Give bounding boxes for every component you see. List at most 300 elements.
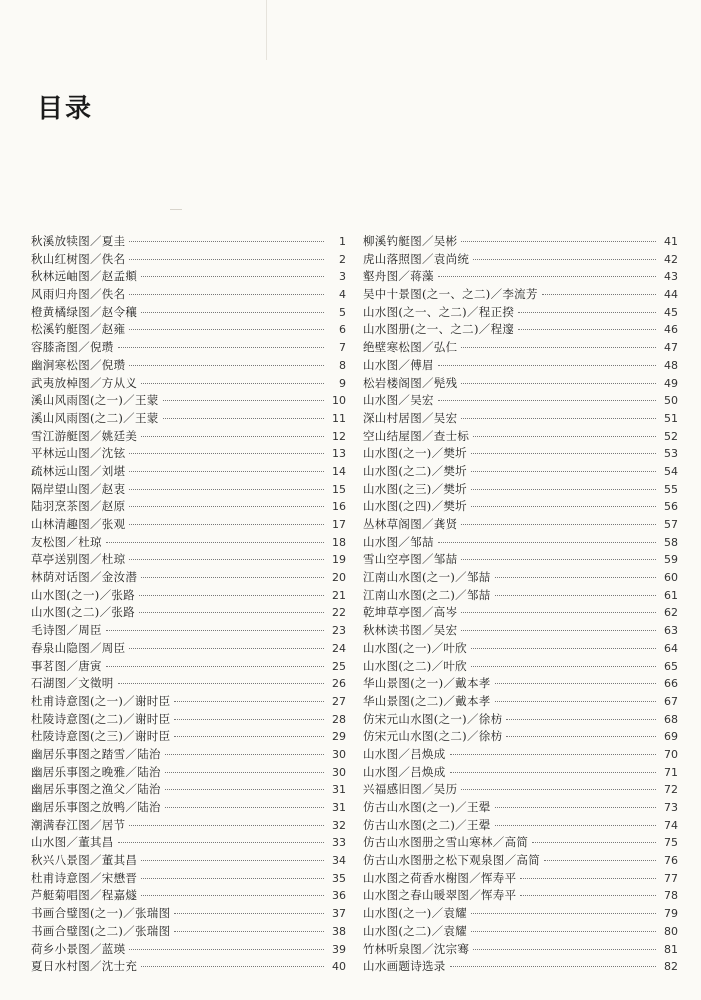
toc-entry-page-number: 75 — [664, 836, 678, 850]
toc-entry-page-number: 6 — [339, 323, 346, 337]
toc-dot-leader — [461, 418, 656, 419]
toc-entry[interactable] — [31, 675, 346, 693]
toc-entry-title: 容膝斋图／倪瓒 — [31, 340, 114, 355]
toc-entry-page-number: 53 — [664, 447, 678, 461]
toc-dot-leader — [461, 524, 656, 525]
toc-entry-title: 虎山落照图／袁尚统 — [363, 251, 470, 266]
toc-dot-leader — [129, 241, 324, 242]
toc-entry[interactable] — [31, 251, 346, 269]
toc-entry-title: 疏林远山图／刘堪 — [31, 463, 126, 478]
toc-entry-page-number: 52 — [664, 429, 678, 443]
toc-entry-page-number: 38 — [332, 924, 346, 938]
toc-entry-title: 华山景图(之一)／戴本孝 — [363, 676, 491, 691]
toc-entry-page-number: 41 — [664, 235, 678, 248]
toc-entry-page-number: 42 — [664, 252, 678, 266]
toc-dot-leader — [461, 612, 656, 613]
toc-dot-leader — [129, 506, 324, 507]
toc-entry[interactable] — [31, 728, 346, 746]
toc-entry[interactable] — [363, 304, 678, 322]
toc-entry-page-number: 67 — [664, 694, 678, 708]
toc-entry[interactable] — [31, 392, 346, 410]
toc-entry-page-number: 70 — [664, 747, 678, 761]
toc-dot-leader — [495, 825, 656, 826]
toc-entry[interactable] — [363, 321, 678, 339]
toc-entry-page-number: 65 — [664, 659, 678, 673]
toc-entry-page-number: 11 — [332, 411, 346, 425]
toc-entry[interactable] — [363, 445, 678, 463]
toc-entry[interactable] — [363, 905, 678, 923]
toc-entry-title: 山水图／邹喆 — [363, 534, 434, 549]
toc-entry-page-number: 4 — [339, 288, 346, 302]
toc-entry[interactable] — [31, 905, 346, 923]
toc-column-left — [31, 233, 346, 976]
toc-entry-title: 秋林读书图／吴宏 — [363, 623, 458, 638]
toc-entry[interactable] — [363, 781, 678, 799]
toc-entry[interactable] — [363, 357, 678, 375]
toc-entry-title: 山水图之荷香水榭图／恽寿平 — [363, 870, 517, 885]
toc-entry-title: 松岩楼阁图／髡残 — [363, 375, 458, 390]
toc-entry-title: 事茗图／唐寅 — [31, 658, 102, 673]
toc-dot-leader — [471, 489, 656, 490]
toc-dot-leader — [495, 577, 656, 578]
toc-entry[interactable] — [31, 481, 346, 499]
toc-entry-page-number: 33 — [332, 836, 346, 850]
toc-entry-title: 石湖图／文徵明 — [31, 676, 114, 691]
toc-entry-page-number: 79 — [664, 907, 678, 921]
toc-entry-page-number: 27 — [332, 694, 346, 708]
toc-entry-page-number: 2 — [339, 252, 346, 266]
toc-dot-leader — [495, 701, 656, 702]
toc-dot-leader — [438, 400, 656, 401]
toc-entry-page-number: 12 — [332, 429, 346, 443]
toc-dot-leader — [438, 276, 656, 277]
toc-entry-title: 仿古山水图(之一)／王翚 — [363, 800, 491, 814]
toc-entry-title: 壑舟图／蒋藻 — [363, 269, 434, 284]
toc-entry-page-number: 43 — [664, 270, 678, 284]
toc-dot-leader — [518, 312, 656, 313]
toc-entry-page-number: 28 — [332, 712, 346, 726]
toc-entry[interactable] — [363, 640, 678, 658]
toc-entry-title: 仿宋元山水图(之一)／徐枋 — [363, 711, 503, 726]
toc-entry[interactable] — [31, 923, 346, 941]
toc-dot-leader — [438, 542, 656, 543]
toc-entry[interactable] — [31, 799, 346, 817]
toc-dot-leader — [520, 895, 656, 896]
toc-entry-title: 仿古山水图册之雪山寒林／高简 — [363, 835, 529, 850]
toc-entry-title: 杜陵诗意图(之二)／谢时臣 — [31, 711, 171, 726]
toc-entry-title: 杜陵诗意图(之三)／谢时臣 — [31, 729, 171, 744]
toc-entry-title: 杜甫诗意图(之一)／谢时臣 — [31, 693, 171, 708]
toc-entry[interactable] — [363, 834, 678, 852]
toc-entry-page-number: 16 — [332, 500, 346, 514]
toc-dot-leader — [450, 754, 656, 755]
toc-entry[interactable] — [363, 410, 678, 428]
toc-entry-title: 林荫对话图／金汝潜 — [31, 570, 138, 585]
toc-entry-page-number: 20 — [332, 571, 346, 585]
toc-entry[interactable] — [31, 268, 346, 286]
toc-entry[interactable] — [31, 834, 346, 852]
toc-dot-leader — [106, 666, 324, 667]
toc-entry-title: 芦艇菊唱图／程嘉燧 — [31, 888, 138, 903]
toc-dot-leader — [129, 294, 324, 295]
toc-entry-title: 风雨归舟图／佚名 — [31, 287, 126, 302]
toc-dot-leader — [495, 595, 656, 596]
toc-entry-title: 秋林远岫图／赵孟頫 — [31, 269, 138, 284]
decorative-mark — [170, 209, 182, 210]
toc-entry-title: 山水图(之二)／张路 — [31, 605, 135, 620]
toc-entry-title: 山水图(之一、之二)／程正揆 — [363, 304, 515, 319]
toc-entry-title: 山水图／吴宏 — [363, 393, 434, 408]
toc-entry-page-number: 71 — [664, 765, 678, 779]
toc-entry[interactable] — [31, 321, 346, 339]
toc-entry-page-number: 10 — [332, 394, 346, 408]
toc-dot-leader — [129, 471, 324, 472]
toc-dot-leader — [165, 772, 324, 773]
toc-entry-page-number: 81 — [664, 942, 678, 956]
toc-entry-page-number: 30 — [332, 765, 346, 779]
toc-entry-page-number: 36 — [332, 889, 346, 903]
toc-entry-page-number: 5 — [339, 305, 346, 319]
toc-entry-title: 兴福感旧图／吴历 — [363, 782, 458, 797]
toc-entry-page-number: 29 — [332, 730, 346, 744]
toc-entry-page-number: 15 — [332, 482, 346, 496]
toc-entry-page-number: 59 — [664, 553, 678, 567]
toc-entry-page-number: 26 — [332, 677, 346, 691]
toc-dot-leader — [471, 471, 656, 472]
toc-dot-leader — [141, 577, 324, 578]
toc-entry-title: 山水图／吕焕成 — [363, 764, 446, 779]
toc-entry-page-number: 48 — [664, 358, 678, 372]
toc-dot-leader — [165, 754, 324, 755]
toc-entry[interactable] — [363, 428, 678, 446]
toc-entry[interactable] — [363, 941, 678, 959]
toc-dot-leader — [461, 383, 656, 384]
toc-dot-leader — [165, 789, 324, 790]
toc-entry-title: 山水图(之四)／樊圻 — [363, 499, 467, 514]
toc-entry-page-number: 31 — [332, 783, 346, 797]
toc-dot-leader — [139, 612, 324, 613]
toc-dot-leader — [544, 860, 656, 861]
toc-dot-leader — [450, 966, 656, 967]
toc-entry[interactable] — [363, 746, 678, 764]
toc-entry[interactable] — [31, 658, 346, 676]
toc-entry-title: 仿古山水图(之二)／王翚 — [363, 817, 491, 832]
toc-entry-title: 幽居乐事图之踏雪／陆治 — [31, 746, 161, 761]
toc-dot-leader — [542, 294, 656, 295]
toc-dot-leader — [165, 807, 324, 808]
toc-entry[interactable] — [31, 428, 346, 446]
toc-entry[interactable] — [363, 339, 678, 357]
toc-entry[interactable] — [31, 958, 346, 976]
toc-entry-page-number: 31 — [332, 801, 346, 814]
toc-entry[interactable] — [363, 516, 678, 534]
toc-dot-leader — [129, 329, 324, 330]
toc-entry[interactable] — [31, 817, 346, 835]
toc-entry-title: 平林远山图／沈铉 — [31, 446, 126, 461]
toc-entry-page-number: 1 — [339, 235, 346, 248]
toc-dot-leader — [129, 489, 324, 490]
toc-entry-page-number: 3 — [339, 270, 346, 284]
toc-entry-page-number: 63 — [664, 624, 678, 638]
toc-dot-leader — [461, 789, 656, 790]
toc-entry-title: 山水图(之一)／袁耀 — [363, 906, 467, 921]
toc-entry-title: 雪江游艇图／姚廷美 — [31, 428, 138, 443]
toc-dot-leader — [438, 365, 656, 366]
toc-entry-title: 秋山红树图／佚名 — [31, 251, 126, 266]
toc-dot-leader — [139, 595, 324, 596]
toc-entry[interactable] — [31, 233, 346, 251]
toc-entry-title: 杜甫诗意图／宋懋晋 — [31, 870, 138, 885]
toc-entry-page-number: 82 — [664, 960, 678, 974]
toc-entry[interactable] — [363, 852, 678, 870]
toc-entry-page-number: 8 — [339, 358, 346, 372]
toc-dot-leader — [129, 648, 324, 649]
toc-entry-title: 武夷放棹图／方从义 — [31, 375, 138, 390]
toc-column-right — [363, 233, 678, 976]
toc-dot-leader — [163, 400, 324, 401]
toc-entry-page-number: 72 — [664, 783, 678, 797]
toc-entry-page-number: 32 — [332, 818, 346, 832]
toc-entry-page-number: 69 — [664, 730, 678, 744]
toc-entry[interactable] — [31, 693, 346, 711]
toc-entry-title: 潮满春江图／居节 — [31, 817, 126, 832]
toc-entry-title: 松溪钓艇图／赵雍 — [31, 322, 126, 337]
toc-entry-page-number: 73 — [664, 801, 678, 814]
toc-entry-page-number: 18 — [332, 535, 346, 549]
toc-entry-page-number: 30 — [332, 747, 346, 761]
toc-entry-page-number: 34 — [332, 854, 346, 868]
toc-entry-page-number: 35 — [332, 871, 346, 885]
toc-dot-leader — [471, 453, 656, 454]
toc-entry-title: 草亭送别图／杜琼 — [31, 552, 126, 567]
toc-entry-title: 山水图之春山暖翠图／恽寿平 — [363, 888, 517, 903]
toc-entry[interactable] — [363, 923, 678, 941]
toc-entry[interactable] — [363, 268, 678, 286]
toc-entry[interactable] — [31, 534, 346, 552]
toc-entry[interactable] — [31, 286, 346, 304]
toc-entry-page-number: 56 — [664, 500, 678, 514]
toc-dot-leader — [141, 860, 324, 861]
toc-entry[interactable] — [363, 693, 678, 711]
toc-entry-title: 吴中十景图(之一、之二)／李流芳 — [363, 287, 538, 302]
toc-entry-title: 山水图(之二)／叶欣 — [363, 658, 467, 673]
toc-dot-leader — [461, 241, 656, 242]
toc-dot-leader — [471, 931, 656, 932]
toc-entry-title: 山水图／吕焕成 — [363, 746, 446, 761]
toc-entry-page-number: 74 — [664, 818, 678, 832]
toc-entry[interactable] — [31, 870, 346, 888]
toc-entry-title: 橙黄橘绿图／赵令穰 — [31, 304, 138, 319]
toc-entry-page-number: 47 — [664, 341, 678, 355]
toc-entry[interactable] — [31, 764, 346, 782]
toc-dot-leader — [495, 807, 656, 808]
toc-dot-leader — [174, 913, 324, 914]
toc-entry[interactable] — [363, 887, 678, 905]
toc-entry-title: 柳溪钓艇图／吴彬 — [363, 234, 458, 248]
toc-entry-page-number: 39 — [332, 942, 346, 956]
toc-dot-leader — [129, 559, 324, 560]
toc-entry[interactable] — [363, 551, 678, 569]
toc-entry-title: 书画合璧图(之一)／张瑞图 — [31, 906, 171, 921]
toc-dot-leader — [461, 630, 656, 631]
toc-entry[interactable] — [363, 764, 678, 782]
toc-dot-leader — [141, 436, 324, 437]
toc-entry-title: 溪山风雨图(之二)／王蒙 — [31, 410, 159, 425]
toc-dot-leader — [118, 683, 324, 684]
toc-entry-title: 山水图(之二)／袁耀 — [363, 923, 467, 938]
toc-entry[interactable] — [31, 551, 346, 569]
toc-entry-page-number: 9 — [339, 376, 346, 390]
toc-entry-page-number: 13 — [332, 447, 346, 461]
toc-entry-page-number: 66 — [664, 677, 678, 691]
toc-entry-title: 仿宋元山水图(之二)／徐枋 — [363, 729, 503, 744]
toc-entry-title: 春泉山隐图／周臣 — [31, 640, 126, 655]
toc-entry[interactable] — [363, 481, 678, 499]
toc-dot-leader — [141, 383, 324, 384]
toc-entry-title: 毛诗图／周臣 — [31, 623, 102, 638]
toc-entry-page-number: 68 — [664, 712, 678, 726]
toc-entry-page-number: 50 — [664, 394, 678, 408]
toc-entry-title: 山水图(之三)／樊圻 — [363, 481, 467, 496]
toc-entry[interactable] — [363, 604, 678, 622]
toc-entry-title: 幽居乐事图之渔父／陆治 — [31, 782, 161, 797]
toc-entry-title: 幽居乐事图之晚雅／陆治 — [31, 764, 161, 779]
toc-entry-title: 丛林草阁图／龚贤 — [363, 517, 458, 531]
toc-dot-leader — [461, 559, 656, 560]
toc-entry[interactable] — [363, 375, 678, 393]
toc-entry-title: 隔岸望山图／赵衷 — [31, 481, 126, 496]
toc-dot-leader — [532, 842, 656, 843]
toc-dot-leader — [141, 895, 324, 896]
toc-entry[interactable] — [363, 870, 678, 888]
toc-dot-leader — [141, 276, 324, 277]
toc-entry-page-number: 60 — [664, 571, 678, 585]
toc-dot-leader — [174, 736, 324, 737]
toc-entry-title: 夏日水村图／沈士充 — [31, 959, 138, 974]
toc-entry[interactable] — [363, 534, 678, 552]
toc-dot-leader — [163, 418, 324, 419]
toc-entry[interactable] — [31, 746, 346, 764]
toc-entry-page-number: 40 — [332, 960, 346, 974]
toc-entry[interactable] — [31, 498, 346, 516]
toc-entry[interactable] — [363, 711, 678, 729]
toc-dot-leader — [141, 312, 324, 313]
toc-entry-title: 仿古山水图册之松下观泉图／高简 — [363, 853, 540, 868]
toc-entry[interactable] — [363, 587, 678, 605]
toc-entry[interactable] — [31, 339, 346, 357]
toc-entry[interactable] — [363, 251, 678, 269]
toc-entry-title: 山水图(之二)／樊圻 — [363, 463, 467, 478]
toc-dot-leader — [473, 259, 656, 260]
toc-entry[interactable] — [363, 463, 678, 481]
toc-entry[interactable] — [363, 622, 678, 640]
toc-entry-page-number: 46 — [664, 323, 678, 337]
toc-entry[interactable] — [31, 516, 346, 534]
toc-entry[interactable] — [363, 728, 678, 746]
toc-entry[interactable] — [363, 658, 678, 676]
toc-entry-title: 书画合璧图(之二)／张瑞图 — [31, 923, 171, 938]
toc-dot-leader — [129, 825, 324, 826]
toc-entry-page-number: 61 — [664, 588, 678, 602]
toc-entry[interactable] — [363, 569, 678, 587]
toc-dot-leader — [106, 542, 324, 543]
toc-entry[interactable] — [363, 958, 678, 976]
toc-entry-page-number: 25 — [332, 659, 346, 673]
toc-entry[interactable] — [31, 887, 346, 905]
toc-entry-page-number: 64 — [664, 641, 678, 655]
toc-entry-title: 山林清趣图／张观 — [31, 517, 126, 531]
toc-dot-leader — [129, 524, 324, 525]
toc-entry[interactable] — [31, 941, 346, 959]
toc-entry[interactable] — [31, 852, 346, 870]
toc-entry[interactable] — [31, 640, 346, 658]
toc-entry-page-number: 14 — [332, 464, 346, 478]
toc-dot-leader — [518, 329, 656, 330]
toc-entry[interactable] — [31, 410, 346, 428]
toc-entry[interactable] — [31, 781, 346, 799]
toc-entry-title: 乾坤草亭图／高岑 — [363, 605, 458, 620]
toc-dot-leader — [118, 347, 324, 348]
toc-entry-page-number: 24 — [332, 641, 346, 655]
toc-entry-title: 山水图／董其昌 — [31, 835, 114, 850]
toc-entry-page-number: 21 — [332, 588, 346, 602]
toc-entry-title: 深山村居图／吴宏 — [363, 410, 458, 425]
toc-entry-page-number: 55 — [664, 482, 678, 496]
toc-entry-title: 华山景图(之二)／戴本孝 — [363, 693, 491, 708]
toc-entry-title: 山水画题诗选录 — [363, 959, 446, 974]
toc-entry-page-number: 62 — [664, 606, 678, 620]
toc-entry[interactable] — [363, 286, 678, 304]
toc-entry[interactable] — [363, 675, 678, 693]
toc-dot-leader — [106, 630, 324, 631]
toc-entry[interactable] — [363, 799, 678, 817]
toc-entry-title: 空山结屋图／查士标 — [363, 428, 470, 443]
toc-entry-title: 山水图册(之一、之二)／程邃 — [363, 322, 515, 337]
toc-entry[interactable] — [363, 498, 678, 516]
toc-entry[interactable] — [31, 463, 346, 481]
page-title: 目录 — [37, 94, 94, 124]
toc-entry-title: 秋兴八景图／董其昌 — [31, 853, 138, 868]
toc-dot-leader — [520, 878, 656, 879]
toc-entry[interactable] — [31, 587, 346, 605]
toc-dot-leader — [174, 931, 324, 932]
toc-entry[interactable] — [31, 375, 346, 393]
toc-entry[interactable] — [31, 622, 346, 640]
toc-entry[interactable] — [31, 304, 346, 322]
toc-entry[interactable] — [31, 711, 346, 729]
toc-entry-page-number: 7 — [339, 341, 346, 355]
toc-entry[interactable] — [363, 817, 678, 835]
toc-entry[interactable] — [31, 569, 346, 587]
toc-entry-title: 竹林听泉图／沈宗骞 — [363, 941, 470, 956]
toc-entry-page-number: 57 — [664, 518, 678, 531]
page-fold-line — [266, 0, 267, 60]
toc-entry[interactable] — [31, 357, 346, 375]
toc-entry[interactable] — [363, 392, 678, 410]
toc-entry[interactable] — [31, 604, 346, 622]
toc-dot-leader — [471, 506, 656, 507]
toc-dot-leader — [129, 453, 324, 454]
toc-dot-leader — [174, 701, 324, 702]
toc-entry[interactable] — [363, 233, 678, 251]
toc-dot-leader — [506, 719, 656, 720]
toc-entry[interactable] — [31, 445, 346, 463]
toc-entry-title: 山水图／傅眉 — [363, 357, 434, 372]
toc-entry-page-number: 54 — [664, 464, 678, 478]
toc-entry-page-number: 17 — [332, 518, 346, 531]
toc-dot-leader — [471, 913, 656, 914]
toc-entry-title: 江南山水图(之二)／邹喆 — [363, 587, 491, 602]
